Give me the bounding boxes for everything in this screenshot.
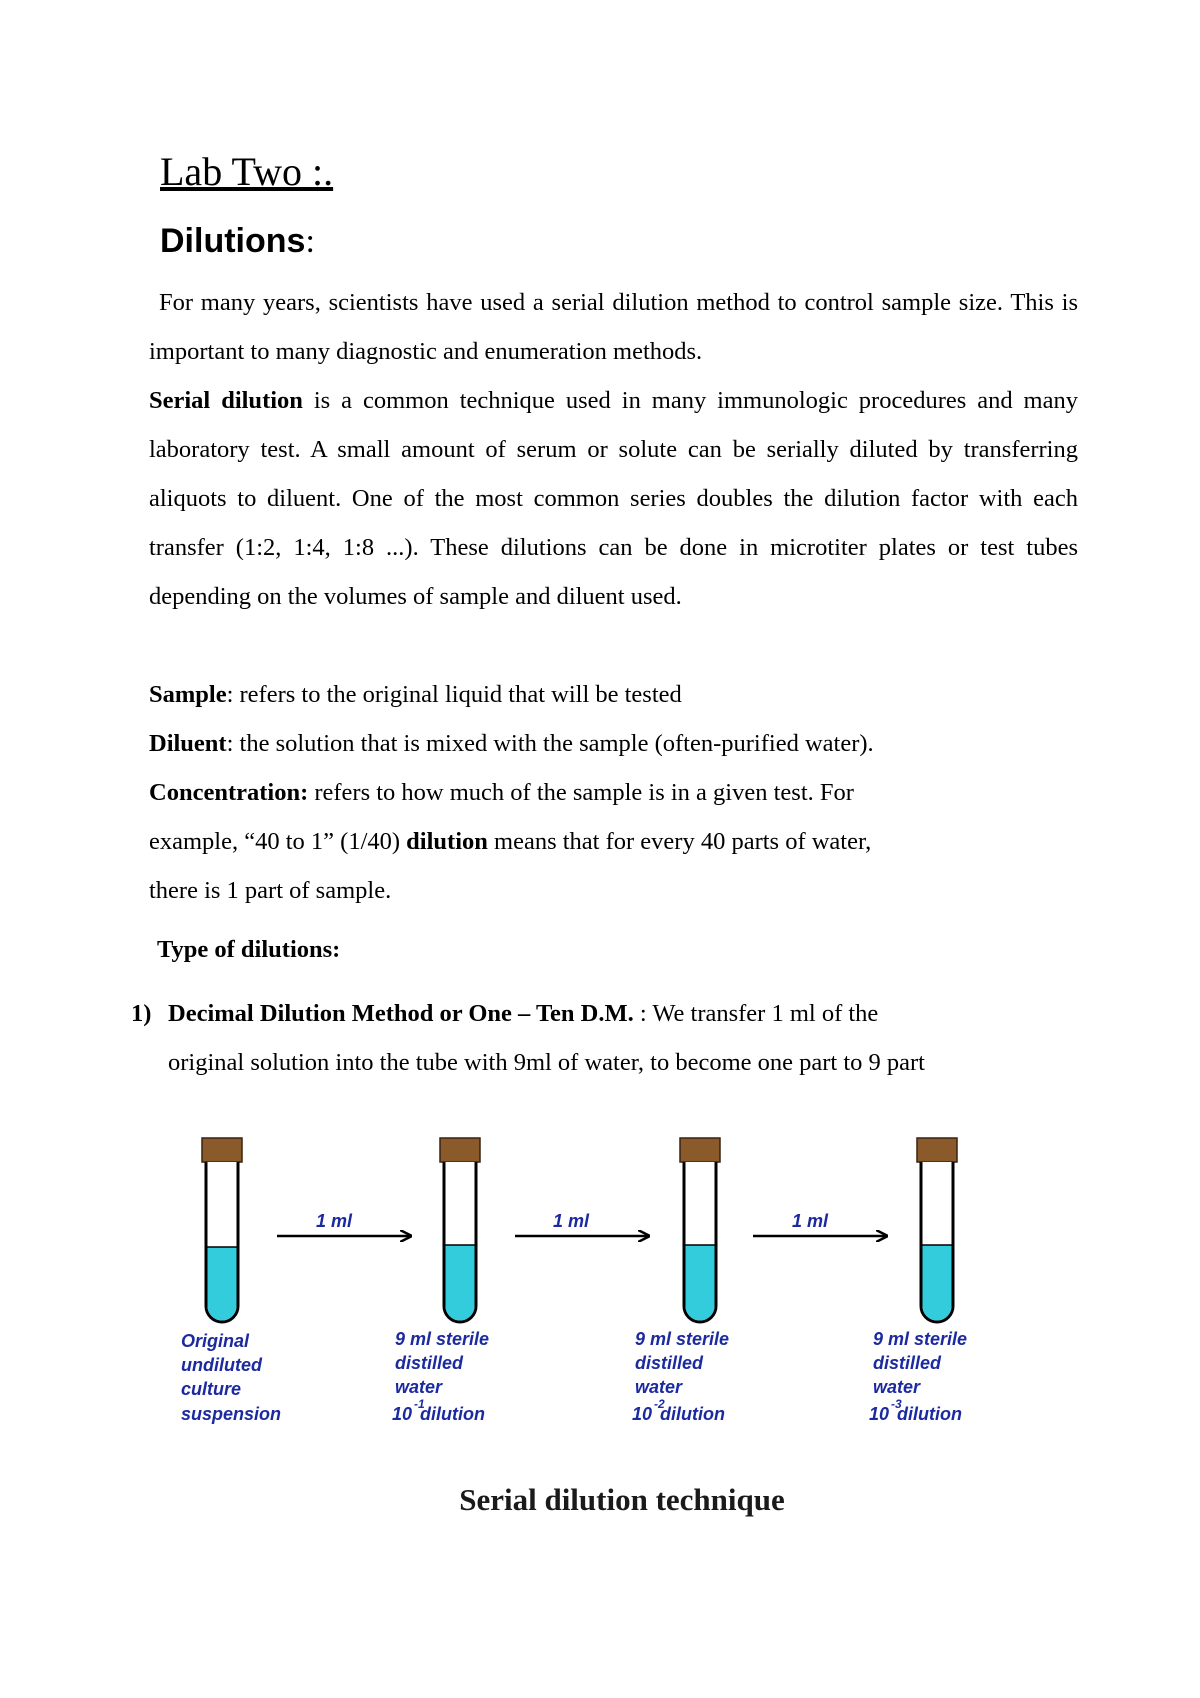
label-line: 9 ml sterile: [873, 1329, 968, 1349]
label-line: culture: [181, 1379, 242, 1399]
cork-icon: [440, 1138, 480, 1162]
list-item-number: 1): [131, 1000, 152, 1027]
serial-dilution-term: Serial dilution: [149, 387, 303, 414]
serial-dilution-paragraph: [149, 376, 1078, 621]
cork-icon: [917, 1138, 957, 1162]
decimal-dilution-term: Decimal Dilution Method or One – Ten D.M.: [168, 1000, 634, 1027]
concentration-dilution-word: dilution: [406, 828, 488, 855]
tube-dilution-2-label: [632, 1329, 729, 1424]
diagram-caption: Serial dilution technique: [459, 1482, 785, 1517]
tube-liquid: [446, 1245, 475, 1320]
diluent-term: Diluent: [149, 730, 227, 757]
list-item-line1: [168, 989, 1078, 1038]
tube-liquid: [686, 1245, 715, 1320]
types-heading: Type of dilutions:: [157, 936, 341, 963]
definition-concentration: [149, 768, 1078, 817]
definition-diluent: [149, 719, 1078, 768]
label-line: distilled: [873, 1353, 942, 1373]
arrow-label: 1 ml: [316, 1211, 353, 1231]
label-line: water: [395, 1377, 443, 1397]
tube-dilution-3: [917, 1138, 957, 1322]
tube-liquid: [923, 1245, 952, 1320]
intro-paragraph: [149, 278, 1078, 376]
dilution-exponent: -1: [414, 1397, 425, 1411]
tube-liquid: [208, 1247, 237, 1320]
concentration-example-rest: means that for every 40 parts of water,: [487, 828, 872, 855]
cork-icon: [202, 1138, 242, 1162]
dilution-base: 10: [869, 1404, 890, 1424]
transfer-arrow-2: [515, 1211, 648, 1236]
tube-dilution-1: [440, 1138, 480, 1322]
tube-dilution-3-label: [869, 1329, 967, 1424]
section-heading-colon: :: [305, 223, 315, 260]
list-item-line2: original solution into the tube with 9ml of water, to become one part to 9 part: [168, 1049, 925, 1076]
concentration-example: example, “40 to 1” (1/40): [149, 828, 407, 855]
dilution-base: 10: [392, 1404, 413, 1424]
diluent-text: : the solution that is mixed with the sample (often-purified water).: [226, 730, 874, 757]
tube-dilution-1-label: [392, 1329, 489, 1424]
label-line: distilled: [635, 1353, 704, 1373]
dilution-exponent: -3: [891, 1397, 902, 1411]
label-line: distilled: [395, 1353, 464, 1373]
definition-sample: [149, 670, 1078, 719]
concentration-term: Concentration:: [149, 779, 309, 806]
arrow-label: 1 ml: [792, 1211, 829, 1231]
concentration-last-line: there is 1 part of sample.: [149, 877, 392, 904]
dilution-base: 10: [632, 1404, 653, 1424]
concentration-text: refers to how much of the sample is in a given test. For: [308, 779, 854, 806]
section-heading: [160, 222, 315, 261]
label-line: 9 ml sterile: [395, 1329, 490, 1349]
tube-original: [202, 1138, 242, 1322]
decimal-dilution-text: : We transfer 1 ml of the: [633, 1000, 879, 1027]
label-line: Original: [181, 1331, 250, 1351]
label-line: water: [873, 1377, 921, 1397]
dilution-word: dilution: [420, 1404, 485, 1424]
label-line: water: [635, 1377, 683, 1397]
label-line: suspension: [181, 1404, 282, 1424]
section-heading-text: Dilutions: [160, 222, 306, 260]
definitions-block: [149, 670, 1078, 915]
label-line: 9 ml sterile: [635, 1329, 730, 1349]
dilution-word: dilution: [897, 1404, 962, 1424]
cork-icon: [680, 1138, 720, 1162]
sample-term: Sample: [149, 681, 227, 708]
serial-dilution-text: is a common technique used in many immunologic procedures and many laboratory test. A small amount of serum or solute can be serially diluted by transferring aliquots to diluent. One of the most common series doubles the dilution factor with each transfer (1:2, 1:4, 1:8 ...). These dilutions can be done in microtiter plates or test tubes depending on the volumes of sample and diluent used.: [149, 387, 1078, 610]
transfer-arrow-1: [277, 1211, 410, 1236]
concentration-example-line: [149, 817, 1078, 866]
tube-dilution-2: [680, 1138, 720, 1322]
sample-text: : refers to the original liquid that will be tested: [226, 681, 682, 708]
tube-original-label: [181, 1331, 281, 1424]
intro-text: For many years, scientists have used a serial dilution method to control sample size. This is important to many diagnostic and enumeration methods.: [149, 289, 1078, 365]
label-line: undiluted: [181, 1355, 262, 1375]
dilution-exponent: -2: [654, 1397, 665, 1411]
page-title: Lab Two :.: [160, 149, 334, 194]
dilution-word: dilution: [660, 1404, 725, 1424]
list-item-decimal-dilution: [131, 989, 1078, 1087]
transfer-arrow-3: [753, 1211, 886, 1236]
serial-dilution-diagram: [0, 1120, 1200, 1480]
arrow-label: 1 ml: [553, 1211, 590, 1231]
